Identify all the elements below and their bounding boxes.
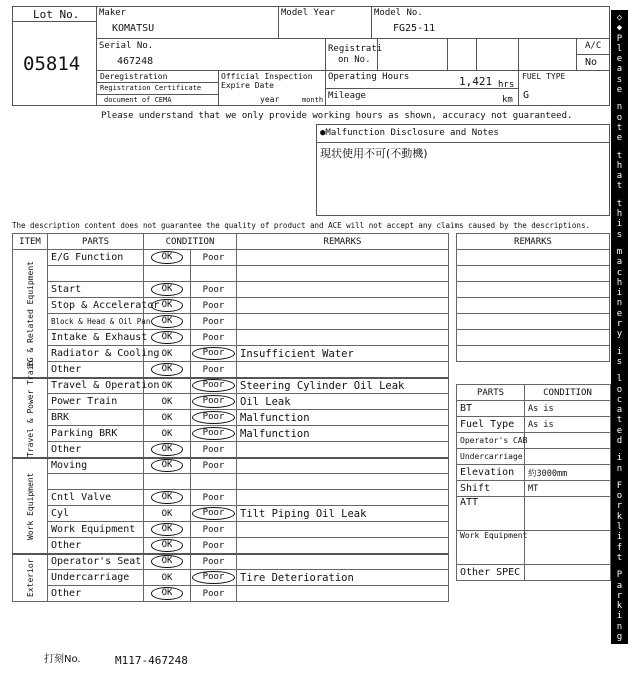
part-name: Undercarriage: [48, 570, 144, 586]
table-row: [13, 362, 449, 378]
poor-option: Poor: [202, 285, 225, 295]
poor-option: Poor: [202, 493, 225, 503]
spec-col-parts: PARTS: [457, 385, 525, 401]
part-name: Moving: [48, 458, 144, 474]
condition-poor-cell: [191, 586, 237, 602]
ok-circled: OK: [151, 299, 184, 312]
col-remarks: REMARKS: [237, 234, 449, 250]
part-name: Stop & Accelerator: [48, 298, 144, 314]
remarks-row: [457, 298, 610, 314]
operating-hours-label: Operating Hours: [328, 72, 410, 82]
ok-option: OK: [161, 573, 173, 583]
condition-poor-cell: [191, 490, 237, 506]
poor-circled: Poor: [192, 507, 236, 520]
spec-condition: [525, 433, 611, 449]
part-name: Work Equipment: [48, 522, 144, 538]
condition-ok-cell: [144, 426, 191, 442]
remarks-row: [457, 266, 610, 282]
condition-ok-cell: [144, 266, 191, 282]
group-label: Work Equipment: [13, 458, 48, 554]
poor-option: Poor: [202, 301, 225, 311]
operating-hours-value: 1,421: [459, 75, 493, 88]
poor-option: Poor: [202, 333, 225, 343]
remarks-row: [457, 330, 610, 346]
part-name: Block & Head & Oil Pan: [48, 314, 144, 330]
remark: [237, 442, 449, 458]
fuel-type-label: FUEL TYPE: [522, 72, 566, 81]
remark: [237, 586, 449, 602]
spec-condition: MT: [525, 481, 611, 497]
right-remarks-table: [456, 233, 610, 362]
condition-poor-cell: [191, 346, 237, 362]
spec-row: [457, 433, 611, 449]
remark: [237, 554, 449, 570]
lot-box: [12, 6, 97, 106]
condition-poor-cell: [191, 362, 237, 378]
condition-poor-cell: [191, 554, 237, 570]
spec-part: BT: [457, 401, 525, 417]
spec-condition: As is: [525, 417, 611, 433]
spec-part: Other SPEC: [457, 565, 525, 581]
ok-option: OK: [161, 509, 173, 519]
condition-poor-cell: [191, 426, 237, 442]
remarks-cell: [457, 346, 610, 362]
remarks-cell: [457, 250, 610, 266]
serial-label: Serial No.: [99, 41, 154, 51]
remark: [237, 522, 449, 538]
fuel-type-value: G: [523, 90, 530, 101]
table-row: [13, 490, 449, 506]
spec-part: Fuel Type: [457, 417, 525, 433]
disclaimer-text: The description content does not guarantee the quality of product and ACE will not accept any claims caused by the descriptions.: [12, 221, 590, 230]
part-name: Other: [48, 362, 144, 378]
table-row: [13, 554, 449, 570]
group-label: Exterior: [13, 554, 48, 602]
spec-row: [457, 481, 611, 497]
spec-condition: [525, 449, 611, 465]
remarks-row: [457, 250, 610, 266]
table-row: [13, 266, 449, 282]
group-label: Travel & Power Train: [13, 378, 48, 458]
part-name: Cntl Valve: [48, 490, 144, 506]
spec-row: [457, 401, 611, 417]
stamp-label: 打刻No.: [44, 654, 81, 665]
condition-poor-cell: [191, 394, 237, 410]
part-name: Other: [48, 538, 144, 554]
remark: [237, 282, 449, 298]
group-label: EG & Related Equipment: [13, 250, 48, 378]
spec-part: Undercarriage: [457, 449, 525, 465]
condition-ok-cell: [144, 362, 191, 378]
model-year-label: Model Year: [281, 8, 336, 18]
spec-condition: 約3000mm: [525, 465, 611, 481]
condition-poor-cell: [191, 458, 237, 474]
table-row: [13, 314, 449, 330]
condition-poor-cell: [191, 282, 237, 298]
remark: [237, 474, 449, 490]
remark: Insufficient Water: [237, 346, 449, 362]
stamp-value: M117-467248: [115, 654, 188, 667]
remark: Oil Leak: [237, 394, 449, 410]
ok-circled: OK: [151, 283, 184, 296]
model-no-label: Model No.: [374, 8, 423, 18]
ok-circled: OK: [151, 251, 184, 264]
part-name: BRK: [48, 410, 144, 426]
condition-poor-cell: [191, 250, 237, 266]
condition-poor-cell: [191, 570, 237, 586]
poor-option: Poor: [202, 253, 225, 263]
part-name: Other: [48, 586, 144, 602]
remark: Tilt Piping Oil Leak: [237, 506, 449, 522]
poor-circled: Poor: [192, 347, 236, 360]
remark: [237, 538, 449, 554]
poor-circled: Poor: [192, 395, 236, 408]
condition-ok-cell: [144, 506, 191, 522]
ok-circled: OK: [151, 539, 184, 552]
spec-condition: [525, 531, 611, 565]
maker-value: KOMATSU: [112, 23, 155, 34]
remark: [237, 250, 449, 266]
ok-circled: OK: [151, 459, 184, 472]
reg-cert-label: Registration Certificate: [100, 84, 202, 92]
table-row: [13, 442, 449, 458]
spec-part: Elevation: [457, 465, 525, 481]
side-note-bar: ◇ ◆ P l e a s e n o t e t h a t t h i s m a c h i n e r y i s l o c a t e d i n F o r k l i f t P a r k i n g ◆ ◇: [611, 10, 628, 644]
remark: [237, 266, 449, 282]
ok-circled: OK: [151, 555, 184, 568]
condition-poor-cell: [191, 266, 237, 282]
remarks-cell: [457, 314, 610, 330]
poor-circled: Poor: [192, 411, 236, 424]
spec-part: Work Equipment: [457, 531, 525, 565]
spec-col-condition: CONDITION: [525, 385, 611, 401]
deregistration-label: Deregistration: [100, 72, 168, 81]
table-row: [13, 346, 449, 362]
condition-ok-cell: [144, 442, 191, 458]
condition-poor-cell: [191, 522, 237, 538]
part-name: Operator's Seat: [48, 554, 144, 570]
part-name: Other: [48, 442, 144, 458]
registration-label-1: Registrati: [328, 44, 383, 54]
spec-row: [457, 497, 611, 531]
remark: [237, 298, 449, 314]
doc-cema-label: document of CEMA: [104, 96, 172, 104]
ok-option: OK: [161, 413, 173, 423]
spec-row: [457, 565, 611, 581]
ac-label: A/C: [585, 41, 602, 51]
poor-option: Poor: [202, 557, 225, 568]
table-row: [13, 250, 449, 266]
spec-condition: [525, 565, 611, 581]
ok-option: OK: [161, 349, 173, 359]
condition-ok-cell: [144, 490, 191, 506]
ac-value: No: [585, 57, 598, 68]
malfunction-text: 現状使用不可(不動機): [320, 147, 428, 160]
part-name: Travel & Operation: [48, 378, 144, 394]
ok-option: OK: [161, 397, 173, 407]
poor-option: Poor: [202, 589, 225, 599]
mileage-label: Mileage: [328, 91, 366, 101]
condition-ok-cell: [144, 522, 191, 538]
condition-ok-cell: [144, 474, 191, 490]
condition-poor-cell: [191, 298, 237, 314]
remarks-row: [457, 282, 610, 298]
col-parts: PARTS: [48, 234, 144, 250]
table-row: [13, 586, 449, 602]
table-row: [13, 378, 449, 394]
condition-poor-cell: [191, 506, 237, 522]
remark: Malfunction: [237, 426, 449, 442]
condition-poor-cell: [191, 314, 237, 330]
remarks-cell: [457, 266, 610, 282]
condition-ok-cell: [144, 538, 191, 554]
condition-ok-cell: [144, 410, 191, 426]
ok-circled: OK: [151, 331, 184, 344]
part-name: Intake & Exhaust: [48, 330, 144, 346]
table-row: [13, 474, 449, 490]
remark: Tire Deterioration: [237, 570, 449, 586]
condition-poor-cell: [191, 330, 237, 346]
condition-ok-cell: [144, 586, 191, 602]
poor-circled: Poor: [192, 379, 236, 392]
remark: [237, 362, 449, 378]
remark: [237, 330, 449, 346]
condition-ok-cell: [144, 458, 191, 474]
remark: Malfunction: [237, 410, 449, 426]
registration-label-2: on No.: [338, 55, 371, 65]
ok-option: OK: [161, 429, 173, 439]
spec-condition: As is: [525, 401, 611, 417]
poor-option: Poor: [202, 364, 225, 375]
table-row: [13, 410, 449, 426]
table-row: [13, 298, 449, 314]
poor-circled: Poor: [192, 427, 236, 440]
official-inspection-label: Official Inspection: [221, 72, 313, 81]
malfunction-title: ●Malfunction Disclosure and Notes: [320, 128, 499, 138]
ok-circled: OK: [151, 491, 184, 504]
spec-part: Shift: [457, 481, 525, 497]
spec-row: [457, 465, 611, 481]
ok-option: OK: [161, 381, 173, 392]
condition-poor-cell: [191, 410, 237, 426]
remark: [237, 458, 449, 474]
year-label: year: [260, 95, 280, 104]
table-row: [13, 570, 449, 586]
table-row: [13, 522, 449, 538]
condition-ok-cell: [144, 330, 191, 346]
ok-circled: OK: [151, 587, 184, 600]
hrs-unit: hrs: [498, 80, 515, 90]
table-row: [13, 506, 449, 522]
right-remarks-title: REMARKS: [457, 234, 610, 250]
maker-label: Maker: [99, 8, 127, 18]
part-name: E/G Function: [48, 250, 144, 266]
condition-table: [12, 233, 449, 602]
ok-circled: OK: [151, 443, 184, 456]
remarks-row: [457, 346, 610, 362]
remark: Steering Cylinder Oil Leak: [237, 378, 449, 394]
part-name: [48, 474, 144, 490]
condition-poor-cell: [191, 474, 237, 490]
spec-condition: [525, 497, 611, 531]
poor-option: Poor: [202, 444, 225, 455]
notice-text: Please understand that we only provide working hours as shown, accuracy not guaranteed.: [101, 111, 573, 121]
condition-poor-cell: [191, 538, 237, 554]
ok-circled: OK: [151, 523, 184, 536]
model-no-value: FG25-11: [393, 23, 436, 34]
condition-ok-cell: [144, 298, 191, 314]
remarks-row: [457, 314, 610, 330]
spec-part: ATT: [457, 497, 525, 531]
condition-ok-cell: [144, 314, 191, 330]
part-name: Start: [48, 282, 144, 298]
ok-circled: OK: [151, 315, 184, 328]
table-row: [13, 282, 449, 298]
spec-row: [457, 531, 611, 565]
table-row: [13, 426, 449, 442]
remarks-cell: [457, 282, 610, 298]
table-row: [13, 330, 449, 346]
spec-row: [457, 449, 611, 465]
condition-ok-cell: [144, 394, 191, 410]
part-name: Cyl: [48, 506, 144, 522]
part-name: [48, 266, 144, 282]
lot-label: Lot No.: [33, 8, 80, 21]
spec-table: [456, 384, 611, 581]
part-name: Radiator & Cooling: [48, 346, 144, 362]
remark: [237, 490, 449, 506]
remarks-cell: [457, 298, 610, 314]
expire-date-label: Expire Date: [221, 81, 274, 90]
ok-circled: OK: [151, 363, 184, 376]
condition-ok-cell: [144, 554, 191, 570]
poor-option: Poor: [202, 525, 225, 535]
condition-poor-cell: [191, 442, 237, 458]
col-item: ITEM: [13, 234, 48, 250]
part-name: Parking BRK: [48, 426, 144, 442]
remarks-cell: [457, 330, 610, 346]
km-unit: km: [502, 95, 513, 105]
spec-row: [457, 417, 611, 433]
condition-ok-cell: [144, 570, 191, 586]
spec-part: Operator's CAB: [457, 433, 525, 449]
lot-number: 05814: [23, 53, 81, 75]
serial-value: 467248: [117, 56, 154, 67]
poor-option: Poor: [202, 317, 225, 327]
month-label: month: [302, 96, 324, 104]
condition-poor-cell: [191, 378, 237, 394]
remark: [237, 314, 449, 330]
table-row: [13, 394, 449, 410]
condition-ok-cell: [144, 250, 191, 266]
table-row: [13, 458, 449, 474]
poor-option: Poor: [202, 540, 225, 551]
condition-ok-cell: [144, 282, 191, 298]
col-condition: CONDITION: [144, 234, 237, 250]
part-name: Power Train: [48, 394, 144, 410]
table-row: [13, 538, 449, 554]
poor-option: Poor: [202, 461, 225, 472]
poor-circled: Poor: [192, 571, 236, 584]
